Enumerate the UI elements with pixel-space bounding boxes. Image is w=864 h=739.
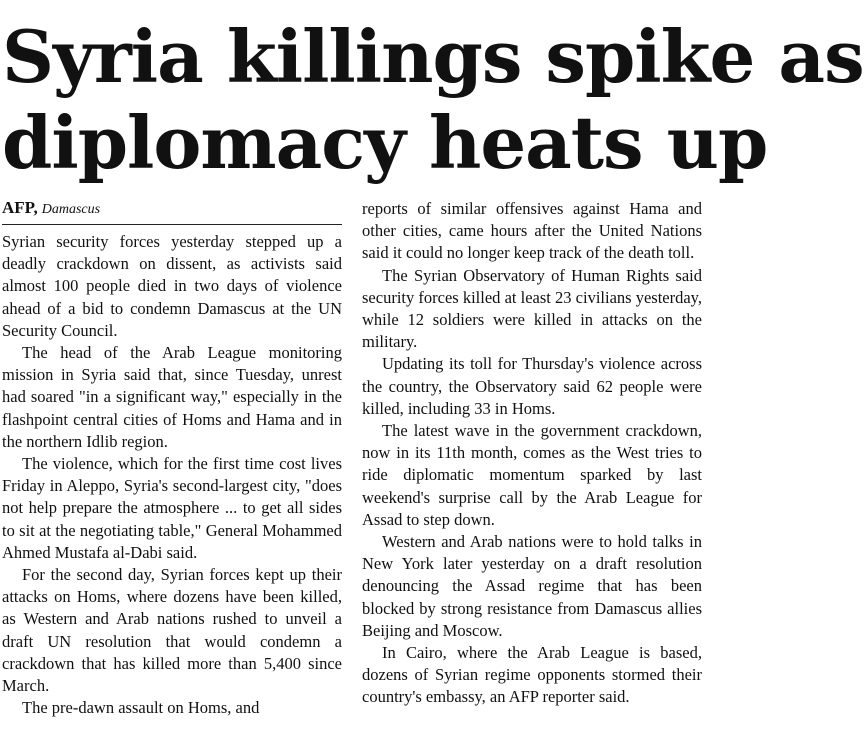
- paragraph: Syrian security forces yesterday stepped up a deadly crackdown on dissent, as activists said almost 100 people died in two days of violence ahead of a bid to condemn Damascus at the UN Security Council.: [2, 232, 342, 340]
- paragraph: In Cairo, where the Arab League is based, dozens of Syrian regime opponents stormed their country's embassy, an AFP reporter said.: [362, 643, 702, 707]
- paragraph: The pre-dawn assault on Homs, and: [22, 698, 260, 718]
- paragraph: For the second day, Syrian forces kept up their attacks on Homs, where dozens have been killed, as Western and Arab nations rushed to unveil a draft UN resolution that would condemn a crackdown that has killed more than 5,400 since March.: [2, 565, 342, 696]
- byline-rule: [2, 224, 342, 225]
- byline: [2, 196, 342, 222]
- byline-agency: AFP,: [2, 198, 38, 217]
- headline-line-1: Syria killings spike as: [2, 14, 864, 99]
- byline-place: Damascus: [41, 202, 101, 217]
- article-column-right: [362, 198, 702, 709]
- paragraph: The violence, which for the first time cost lives Friday in Aleppo, Syria's second-largest city, "does not help prepare the atmosphere ... to get all sides to sit at the negotiating table," General Mohammed Ahmed Mustafa al-Dabi said.: [2, 454, 342, 562]
- paragraph: Updating its toll for Thursday's violence across the country, the Observatory said 62 people were killed, including 33 in Homs.: [362, 354, 702, 418]
- headline-line-2: diplomacy heats up: [2, 100, 768, 185]
- paragraph: Western and Arab nations were to hold talks in New York later yesterday on a draft resolution denouncing the Assad regime that has been blocked by strong resistance from Damascus allies Beijing and Moscow.: [362, 532, 702, 640]
- paragraph: The head of the Arab League monitoring mission in Syria said that, since Tuesday, unrest had soared "in a significant way," especially in the flashpoint central cities of Homs and Hama and in the northern Idlib region.: [2, 343, 342, 451]
- article-column-left: [2, 196, 342, 719]
- headline: [2, 14, 864, 186]
- paragraph: The latest wave in the government crackdown, now in its 11th month, comes as the West tries to ride diplomatic momentum sparked by last weekend's surprise call by the Arab League for Assad to step down.: [362, 421, 702, 529]
- paragraph: The Syrian Observatory of Human Rights said security forces killed at least 23 civilians yesterday, while 12 soldiers were killed in attacks on the military.: [362, 265, 702, 352]
- paragraph: reports of similar offensives against Hama and other cities, came hours after the United Nations said it could no longer keep track of the death toll.: [362, 199, 702, 263]
